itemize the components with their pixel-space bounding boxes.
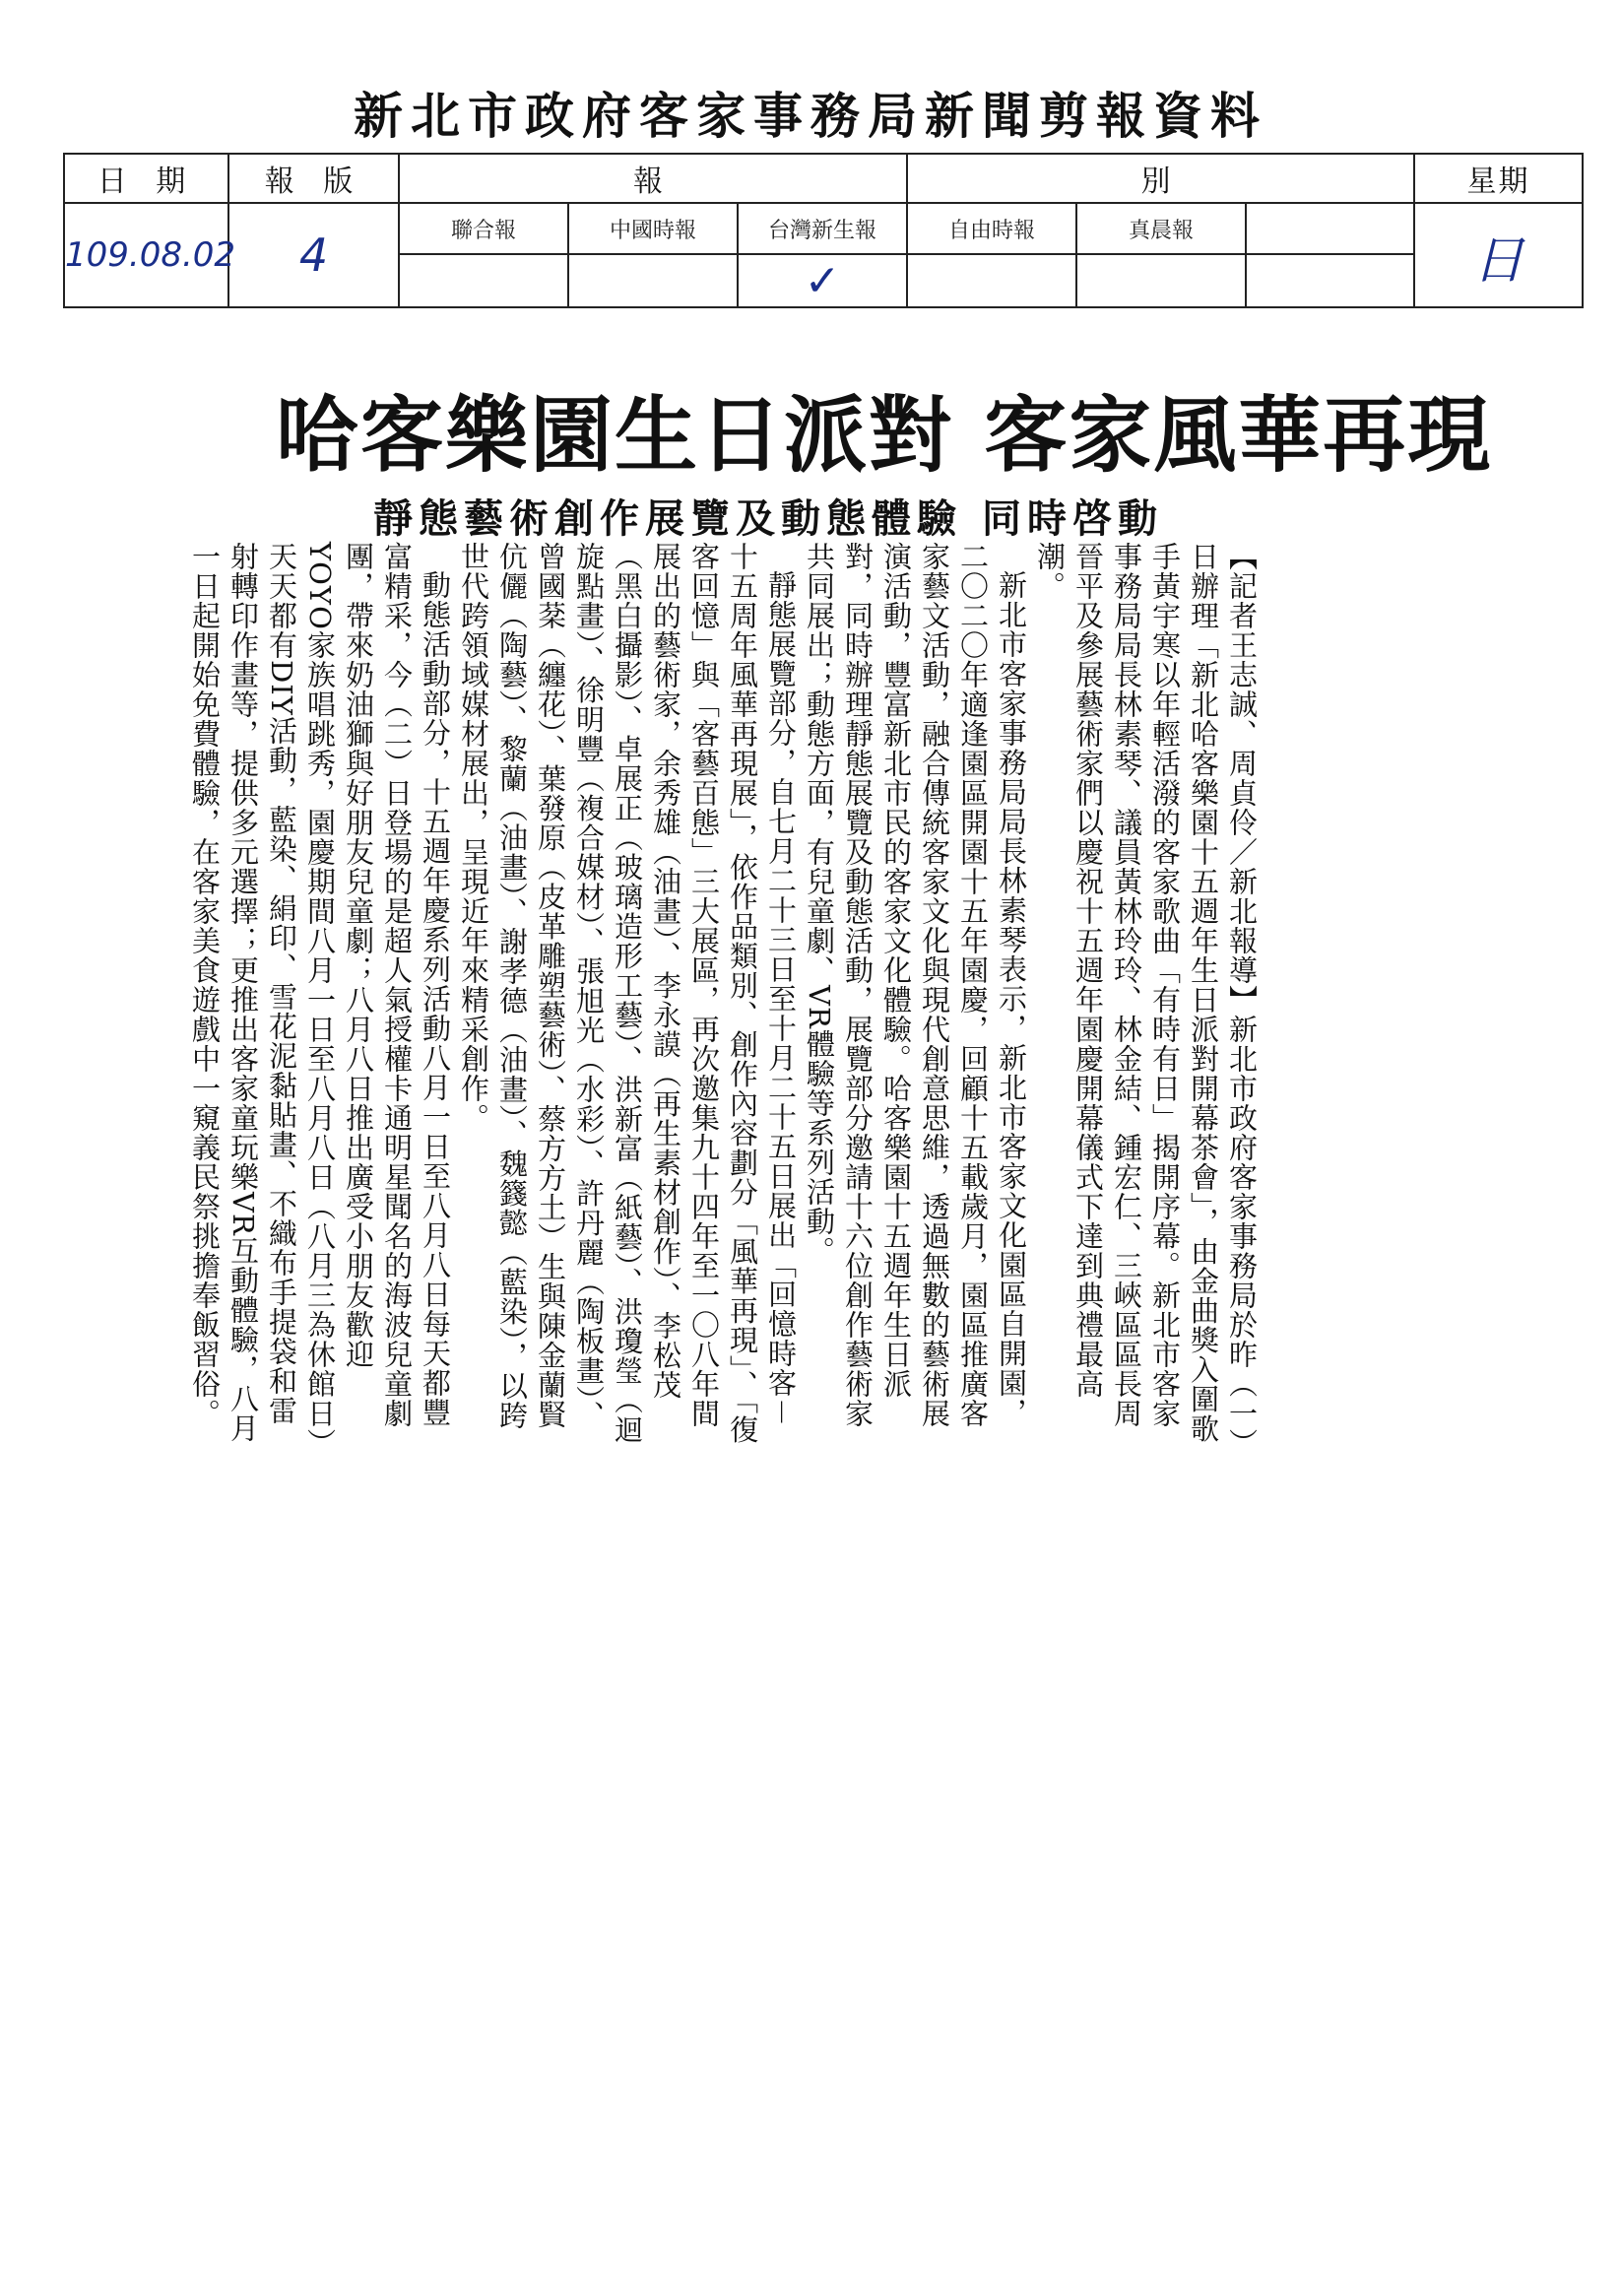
document-title: 新北市政府客家事務局新聞剪報資料 <box>354 87 1267 145</box>
article-headline: 哈客樂園生日派對 客家風華再現 <box>276 386 1493 484</box>
mark-cell-ltn <box>907 254 1076 307</box>
weekday-cell <box>1414 203 1583 307</box>
article-paragraph: 【記者王志誠、周貞伶／新北報導】新北市政府客家事務局於昨（一）日辦理「新北哈客樂園十五週年生日派對開幕茶會」，由金曲獎入圍歌手黃宇寒以年輕活潑的客家歌曲「有時有日」揭開序幕。新北市客家事務局局長林素琴、議員黃林玲玲、林金結、鍾宏仁、三峽區區長周晉平及參展藝術家們以慶祝十五週年園慶開幕儀式下達到典禮最高潮。 <box>1033 542 1259 1444</box>
paper-header-left: 報 <box>399 154 907 203</box>
page-value: 4 <box>298 229 329 282</box>
weekday-value: 日 <box>1472 230 1524 291</box>
date-cell <box>64 203 236 307</box>
weekday-header: 星期 <box>1414 154 1583 203</box>
paper-option-chinatimes: 中國時報 <box>568 203 738 254</box>
paper-option-blank <box>1246 203 1414 254</box>
clipping-info-table <box>63 153 1584 308</box>
paper-header-right: 別 <box>907 154 1414 203</box>
article-paragraph: 靜態展覽部分，自七月二十三日至十月二十五日展出「回憶時客－十五周年風華再現展」，依作品類別、創作內容劃分「風華再現」、「復客回憶」與「客藝百態」三大展區，再次邀集九十四年至一〇八年間展出的藝術家，余秀雄（油畫）、李永謨（再生素材創作）、李松茂（黑白攝影）、卓展正（玻璃造形工藝）、洪新富（紙藝）、洪瓊瑩（迴旋點畫）、徐明豐（複合媒材）、張旭光（水彩）、許丹麗（陶板畫）、曾國棻（纏花）、葉發原（皮革雕塑藝術）、蔡方方土）生與陳金蘭賢伉儷（陶藝）、黎蘭（油畫）、謝孝德（油畫）、魏籛懿（藍染），以跨世代跨領域媒材展出，呈現近年來精采創作。 <box>457 542 798 1445</box>
mark-cell-chenbao <box>1076 254 1246 307</box>
mark-cell-udn <box>399 254 568 307</box>
mark-cell-chinatimes <box>568 254 738 307</box>
page-cell <box>228 203 399 307</box>
check-mark-icon: ✓ <box>804 255 841 306</box>
newspaper-clipping <box>188 350 1493 1463</box>
paper-option-ltn: 自由時報 <box>907 203 1076 254</box>
paper-option-udn: 聯合報 <box>399 203 568 254</box>
page-header: 報 版 <box>228 154 399 203</box>
paper-option-tssdnews: 台灣新生報 <box>738 203 907 254</box>
mark-cell-blank <box>1246 254 1414 307</box>
date-value: 109.08.02 <box>65 235 236 275</box>
article-paragraph: 動態活動部分，十五週年慶系列活動八月一日至八月八日每天都豐富精采，今（二）日登場的是超人氣授權卡通明星聞名的海波兒童劇團，帶來奶油獅與好朋友兒童劇；八月八日推出廣受小朋友歡迎YOYO家族唱跳秀，園慶期間八月一日至八月八日（八月三為休館日）天天都有DIY活動，藍染、絹印、雪花泥黏貼畫、不織布手提袋和雷射轉印作畫等，提供多元選擇；更推出客家童玩樂VR互動體驗，八月一日起開始免費體驗，在客家美食遊戲中一窺義民祭挑擔奉飯習俗。 <box>188 542 452 1444</box>
paper-option-chenbao: 真晨報 <box>1076 203 1246 254</box>
date-header: 日 期 <box>64 154 228 203</box>
article-body <box>188 542 1261 1448</box>
article-subheadline: 靜態藝術創作展覽及動態體驗 同時啓動 <box>373 495 1163 542</box>
mark-cell-tssdnews <box>738 254 907 307</box>
article-paragraph: 新北市客家事務局局長林素琴表示，新北市客家文化園區自開園，二〇二〇年適逢園區開園十五年園慶，回顧十五載歲月，園區推廣客家藝文活動，融合傳統客家文化與現代創意思維，透過無數的藝術展演活動，豐富新北市民的客家文化體驗。哈客樂園十五週年生日派對，同時辦理靜態展覽及動態活動，展覽部分邀請十六位創作藝術家共同展出；動態方面，有兒童劇、VR體驗等系列活動。 <box>803 542 1028 1428</box>
